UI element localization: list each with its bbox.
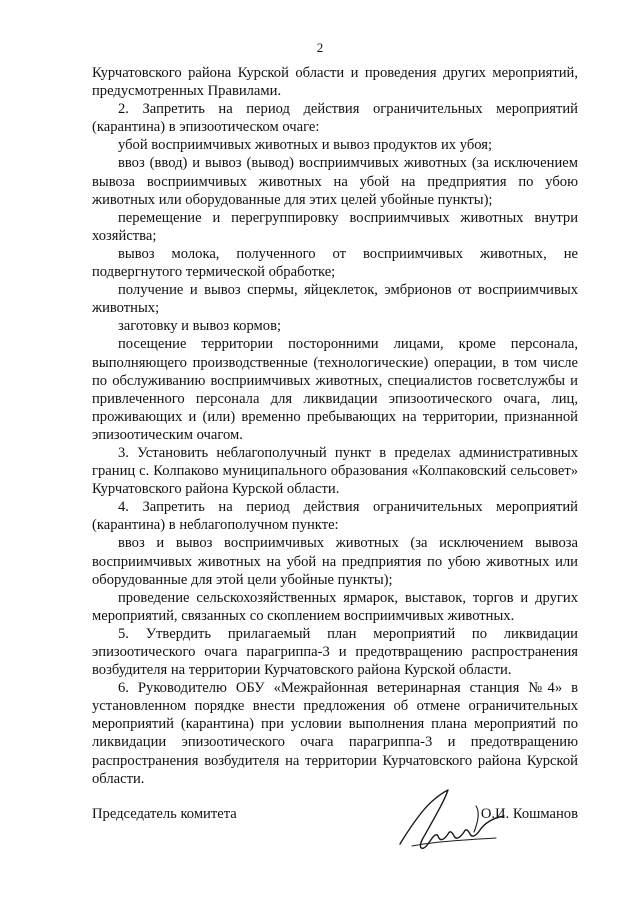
paragraph-continuation: Курчатовского района Курской области и проведения других мероприятий, предусмотренных Правилами. — [92, 65, 578, 100]
paragraph-restriction: проведение сельскохозяйственных ярмарок, выставок, торгов и других мероприятий, связанных со скоплением восприимчивых животных. — [92, 589, 578, 624]
paragraph-restriction: перемещение и перегруппировку восприимчивых животных внутри хозяйства; — [92, 209, 578, 244]
paragraph-restriction: ввоз и вывоз восприимчивых животных (за исключением вывоза восприимчивых животных на убой на предприятия по убою животных или оборудованные для этой цели убойные пункты); — [92, 535, 578, 588]
handwritten-signature — [392, 782, 512, 862]
paragraph-item-4: 4. Запретить на период действия ограничительных мероприятий (карантина) в неблагополучном пункте: — [92, 499, 578, 534]
signatory-name: О.И. Кошманов — [480, 806, 578, 822]
paragraph-restriction: посещение территории посторонними лицами, кроме персонала, выполняющего производственные (технологические) операции, в том числе по обслуживанию восприимчивых животных, специалистов госветслужбы и привлеченного персонала для ликвидации эпизоотического очага, лиц, проживающих и (или) временно пребывающих на территории, признанной эпизоотическим очагом. — [92, 336, 578, 443]
paragraph-item-2: 2. Запретить на период действия ограничительных мероприятий (карантина) в эпизоотическом очаге: — [92, 101, 578, 136]
document-body — [92, 64, 578, 788]
paragraph-item-6: 6. Руководителю ОБУ «Межрайонная ветеринарная станция №4» в установленном порядке внести предложения об отмене ограничительных мероприятий (карантина) при условии выполнения плана мероприятий по ликвидации эпизоотического очага парагриппа-3 и предотвращению распространения возбудителя на территории Курчатовского района Курской области. — [92, 680, 578, 787]
paragraph-item-5: 5. Утвердить прилагаемый план мероприятий по ликвидации эпизоотического очага парагриппа-3 и предотвращению распространения возбудителя на территории Курчатовского района Курской области. — [92, 625, 578, 679]
paragraph-restriction: убой восприимчивых животных и вывоз продуктов их убоя; — [118, 137, 493, 154]
paragraph-restriction: вывоз молока, полученного от восприимчивых животных, не подвергнутого термической обработке; — [92, 245, 578, 281]
paragraph-restriction: ввоз (ввод) и вывоз (вывод) восприимчивых животных (за исключением вывоза восприимчивых животных на убой на предприятия по убою животных или оборудованные для этих целей убойные пункты); — [92, 155, 578, 208]
paragraph-restriction: заготовку и вывоз кормов; — [118, 318, 282, 335]
paragraph-item-3: 3. Установить неблагополучный пункт в пределах административных границ с. Колпаково муниципального образования «Колпаковский сельсовет» Курчатовского района Курской области. — [92, 444, 578, 498]
page-number: 2 — [316, 40, 324, 55]
paragraph-restriction: получение и вывоз спермы, яйцеклеток, эмбрионов от восприимчивых животных; — [92, 282, 578, 317]
signatory-title: Председатель комитета — [92, 806, 237, 822]
